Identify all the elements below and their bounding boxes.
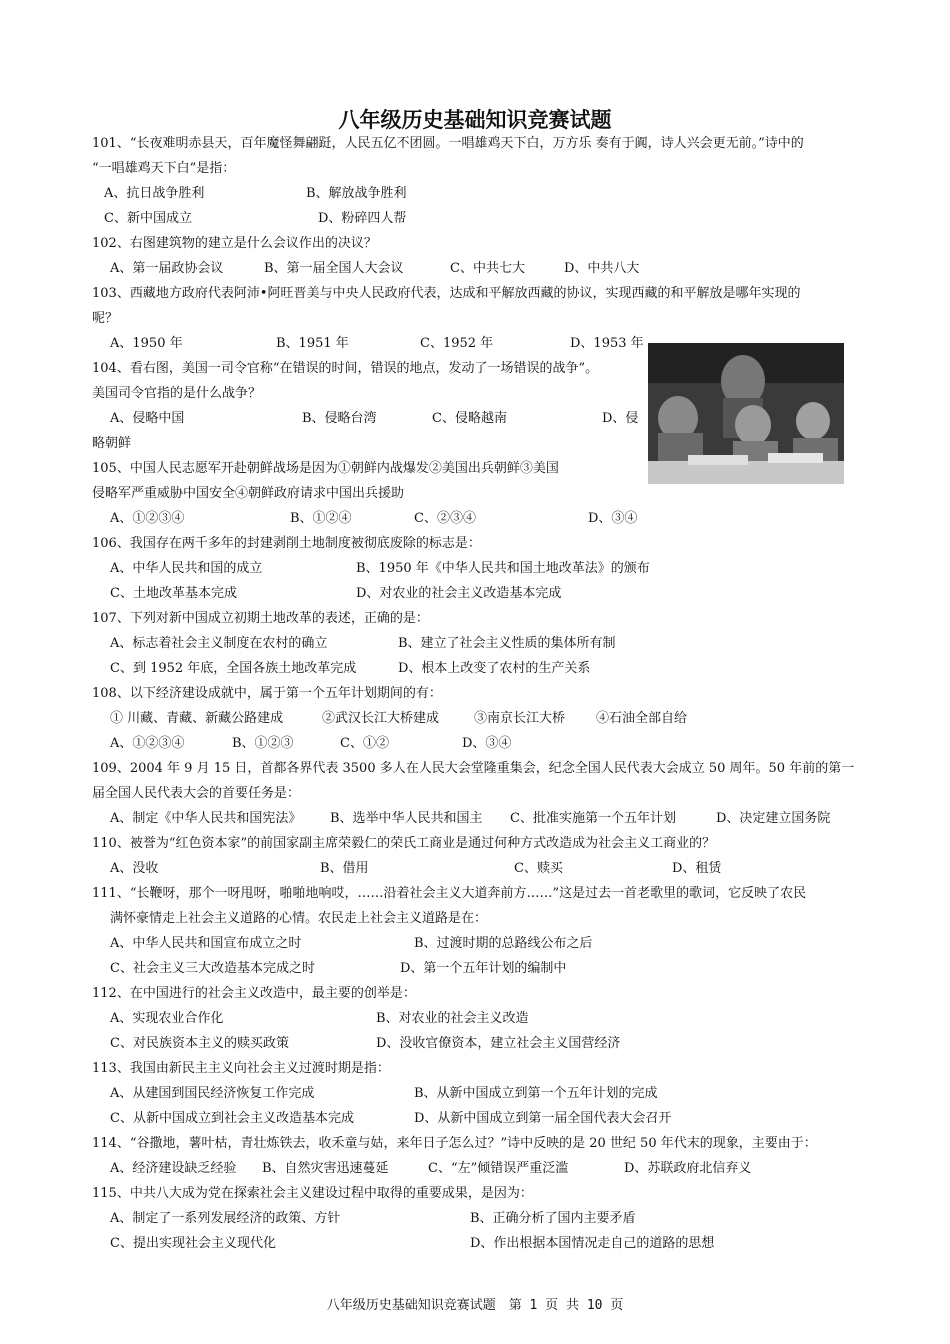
q109-stem-line1: 109、2004 年 9 月 15 日，首都各界代表 3500 多人在人民大会堂隆重集会，纪念全国人民代表大会成立 50 周年。50 年前的第一 bbox=[92, 761, 855, 776]
q114-option-d: D、苏联政府北信弃义 bbox=[624, 1161, 752, 1176]
q108-option-b: B、①②③ bbox=[232, 736, 294, 751]
q107-option-a: A、标志着社会主义制度在农村的确立 bbox=[110, 636, 328, 651]
q102-option-d: D、中共八大 bbox=[564, 261, 640, 276]
q114-option-c: C、“左”倾错误严重泛滥 bbox=[428, 1161, 569, 1176]
q115-option-b: B、正确分析了国内主要矛盾 bbox=[470, 1211, 636, 1226]
q105-option-b: B、①②④ bbox=[290, 511, 352, 526]
q102-option-b: B、第一届全国人大会议 bbox=[264, 261, 404, 276]
q101-option-d: D、粉碎四人帮 bbox=[318, 211, 407, 226]
q115-option-c: C、提出实现社会主义现代化 bbox=[110, 1236, 276, 1251]
q102-option-c: C、中共七大 bbox=[450, 261, 525, 276]
q106-option-c: C、土地改革基本完成 bbox=[110, 586, 237, 601]
q107-option-d: D、根本上改变了农村的生产关系 bbox=[398, 661, 591, 676]
q114-stem: 114、“谷撒地，薯叶枯，青壮炼铁去，收禾童与姑，来年日子怎么过？”诗中反映的是 20 世纪 50 年代末的现象，主要由于： bbox=[92, 1136, 817, 1151]
q103-stem-line1: 103、西藏地方政府代表阿沛•阿旺晋美与中央人民政府代表，达成和平解放西藏的协议，实现西藏的和平解放是哪年实现的 bbox=[92, 286, 801, 301]
q111-stem-line1: 111、“长鞭呀，那个一呀甩呀，啪啪地响哎，……沿着社会主义大道奔前方……”这是过去一首老歌里的歌词，它反映了农民 bbox=[92, 886, 807, 901]
q101-option-b: B、解放战争胜利 bbox=[306, 186, 407, 201]
q102-stem: 102、右图建筑物的建立是什么会议作出的决议？ bbox=[92, 236, 377, 251]
q109-stem-line2: 届全国人民代表大会的首要任务是： bbox=[92, 786, 301, 801]
q110-option-c: C、赎买 bbox=[514, 861, 563, 876]
q110-option-b: B、借用 bbox=[320, 861, 369, 876]
q111-option-b: B、过渡时期的总路线公布之后 bbox=[414, 936, 593, 951]
q112-option-b: B、对农业的社会主义改造 bbox=[376, 1011, 529, 1026]
page-footer: 八年级历史基础知识竞赛试题 第 1 页 共 10 页 bbox=[326, 1298, 624, 1313]
q108-item-4: ④石油全部自给 bbox=[596, 711, 688, 726]
q110-stem: 110、被誉为“红色资本家”的前国家副主席荣毅仁的荣氏工商业是通过何种方式改造成为社会主义工商业的？ bbox=[92, 836, 716, 851]
q105-option-d: D、③④ bbox=[588, 511, 638, 526]
q106-option-a: A、中华人民共和国的成立 bbox=[110, 561, 263, 576]
q115-stem: 115、中共八大成为党在探索社会主义建设过程中取得的重要成果，是因为： bbox=[92, 1186, 533, 1201]
q111-option-d: D、第一个五年计划的编制中 bbox=[400, 961, 567, 976]
q115-option-a: A、制定了一系列发展经济的政策、方针 bbox=[110, 1211, 341, 1226]
q111-option-c: C、社会主义三大改造基本完成之时 bbox=[110, 961, 315, 976]
q105-stem-line1: 105、中国人民志愿军开赴朝鲜战场是因为①朝鲜内战爆发②美国出兵朝鲜③美国 bbox=[92, 461, 559, 476]
q102-option-a: A、第一届政协会议 bbox=[110, 261, 224, 276]
q110-option-a: A、没收 bbox=[110, 861, 159, 876]
q112-stem: 112、在中国进行的社会主义改造中，最主要的创举是： bbox=[92, 986, 416, 1001]
q112-option-c: C、对民族资本主义的赎买政策 bbox=[110, 1036, 289, 1051]
q103-option-c: C、1952 年 bbox=[420, 336, 494, 351]
q104-option-d: D、侵 bbox=[602, 411, 639, 426]
q101-option-a: A、抗日战争胜利 bbox=[104, 186, 205, 201]
q108-option-a: A、①②③④ bbox=[110, 736, 185, 751]
war-photo-image bbox=[648, 343, 844, 484]
q112-option-d: D、没收官僚资本，建立社会主义国营经济 bbox=[376, 1036, 621, 1051]
q103-option-d: D、1953 年 bbox=[570, 336, 644, 351]
q103-stem-line2: 呢？ bbox=[92, 311, 119, 326]
war-photo bbox=[648, 343, 844, 484]
q109-option-a: A、制定《中华人民共和国宪法》 bbox=[110, 811, 302, 826]
q114-option-a: A、经济建设缺乏经验 bbox=[110, 1161, 237, 1176]
q109-option-c: C、批准实施第一个五年计划 bbox=[510, 811, 676, 826]
q101-stem-line2: “一唱雄鸡天下白”是指： bbox=[92, 161, 236, 176]
q113-option-d: D、从新中国成立到第一届全国代表大会召开 bbox=[414, 1111, 672, 1126]
q107-stem: 107、下列对新中国成立初期土地改革的表述，正确的是： bbox=[92, 611, 429, 626]
q108-stem: 108、以下经济建设成就中，属于第一个五年计划期间的有： bbox=[92, 686, 442, 701]
q108-option-d: D、③④ bbox=[462, 736, 512, 751]
q108-item-3: ③南京长江大桥 bbox=[474, 711, 566, 726]
q107-option-c: C、到 1952 年底，全国各族土地改革完成 bbox=[110, 661, 357, 676]
q114-option-b: B、自然灾害迅速蔓延 bbox=[262, 1161, 389, 1176]
q105-option-a: A、①②③④ bbox=[110, 511, 185, 526]
q106-stem: 106、我国存在两千多年的封建剥削土地制度被彻底废除的标志是： bbox=[92, 536, 481, 551]
q103-option-b: B、1951 年 bbox=[276, 336, 349, 351]
q113-option-b: B、从新中国成立到第一个五年计划的完成 bbox=[414, 1086, 658, 1101]
q109-option-b: B、选举中华人民共和国主 bbox=[330, 811, 483, 826]
q101-stem-line1: 101、“长夜难明赤县天，百年魔怪舞翩跹，人民五亿不团圆。一唱雄鸡天下白，万方乐 奏有于阗，诗人兴会更无前。”诗中的 bbox=[92, 136, 804, 151]
q104-stem-line1: 104、看右图，美国一司令官称“在错误的时间，错误的地点，发动了一场错误的战争”。 bbox=[92, 361, 599, 376]
q104-option-c: C、侵略越南 bbox=[432, 411, 507, 426]
q111-option-a: A、中华人民共和国宣布成立之时 bbox=[110, 936, 302, 951]
q113-stem: 113、我国由新民主主义向社会主义过渡时期是指： bbox=[92, 1061, 390, 1076]
q113-option-c: C、从新中国成立到社会主义改造基本完成 bbox=[110, 1111, 354, 1126]
q104-option-d-continued: 略朝鲜 bbox=[92, 436, 132, 451]
q105-option-c: C、②③④ bbox=[414, 511, 476, 526]
q110-option-d: D、租赁 bbox=[672, 861, 722, 876]
q104-option-a: A、侵略中国 bbox=[110, 411, 185, 426]
q107-option-b: B、建立了社会主义性质的集体所有制 bbox=[398, 636, 616, 651]
q113-option-a: A、从建国到国民经济恢复工作完成 bbox=[110, 1086, 315, 1101]
q112-option-a: A、实现农业合作化 bbox=[110, 1011, 224, 1026]
q106-option-d: D、对农业的社会主义改造基本完成 bbox=[356, 586, 562, 601]
q103-option-a: A、1950 年 bbox=[110, 336, 183, 351]
q104-option-b: B、侵略台湾 bbox=[302, 411, 377, 426]
q104-stem-line2: 美国司令官指的是什么战争？ bbox=[92, 386, 262, 401]
q115-option-d: D、作出根据本国情况走自己的道路的思想 bbox=[470, 1236, 715, 1251]
q101-option-c: C、新中国成立 bbox=[104, 211, 192, 226]
q105-stem-line2: 侵略军严重威胁中国安全④朝鲜政府请求中国出兵援助 bbox=[92, 486, 405, 501]
q106-option-b: B、1950 年《中华人民共和国土地改革法》的颁布 bbox=[356, 561, 650, 576]
q108-item-1: ① 川藏、青藏、新藏公路建成 bbox=[110, 711, 284, 726]
q108-item-2: ②武汉长江大桥建成 bbox=[322, 711, 440, 726]
q108-option-c: C、①② bbox=[340, 736, 389, 751]
q111-stem-line2: 满怀豪情走上社会主义道路的心情。农民走上社会主义道路是在： bbox=[110, 911, 488, 926]
q109-option-d: D、决定建立国务院 bbox=[716, 811, 831, 826]
page-title: 八年级历史基础知识竞赛试题 bbox=[338, 108, 612, 132]
